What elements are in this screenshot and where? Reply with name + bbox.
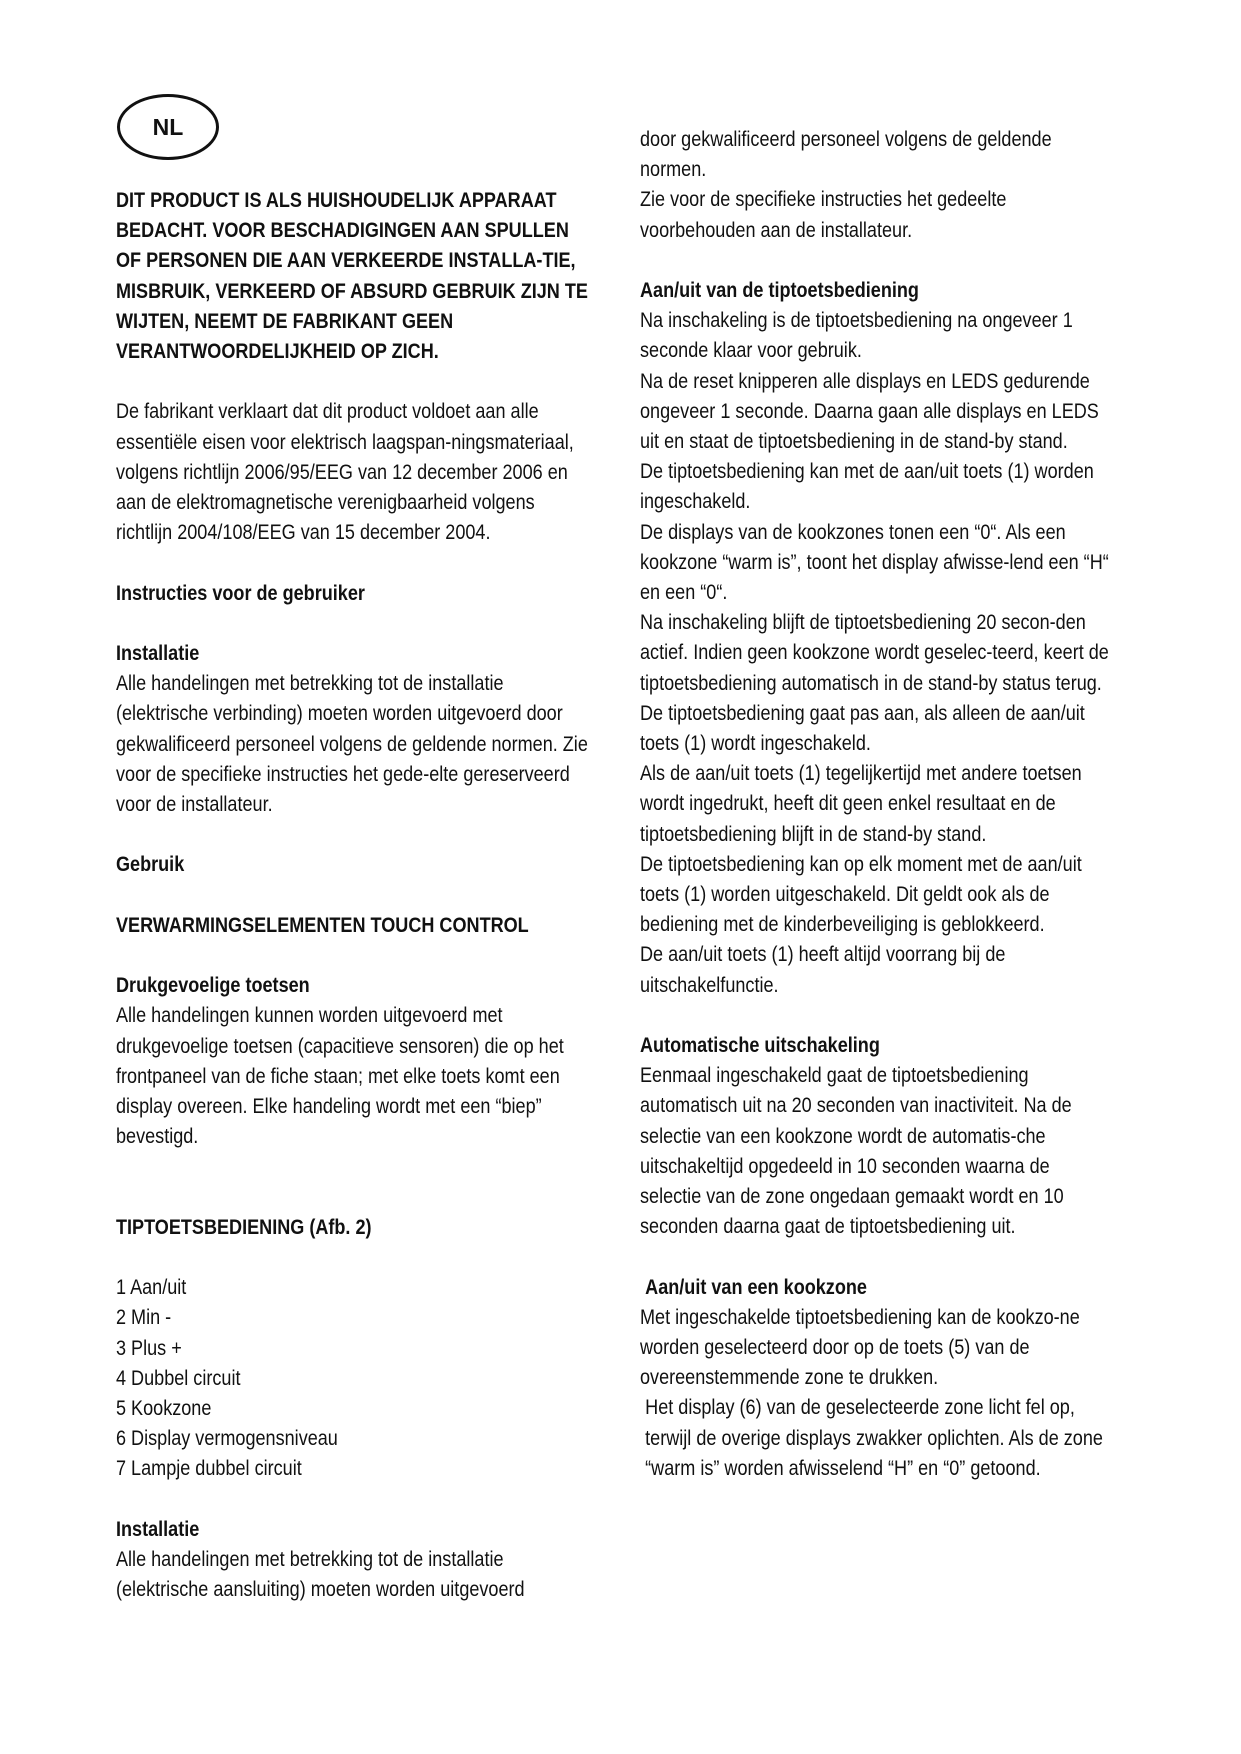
installation-text-2: Alle handelingen met betrekking tot de installatie (elektrische aansluiting) moeten worden uitgevoerd [116, 1548, 525, 1602]
control-panel-heading: TIPTOETSBEDIENING (Afb. 2) [116, 1215, 372, 1239]
onoff-paragraph: De tiptoetsbediening kan op elk moment met de aan/uit toets (1) worden uitgeschakeld. Dit geldt ook als de bediening met de kinderbeveiliging is geblokkeerd. [640, 852, 1082, 937]
left-column [116, 186, 591, 1605]
onoff-paragraph: Na inschakeling blijft de tiptoetsbediening 20 secon-den actief. Indien geen kookzone wordt geselec-teerd, keert de tiptoetsbediening automatisch in de stand-by status terug. [640, 611, 1109, 695]
list-item: 7 Lampje dubbel circuit [116, 1457, 302, 1481]
use-heading: Gebruik [116, 853, 185, 877]
auto-off-text: Eenmaal ingeschakeld gaat de tiptoetsbediening automatisch uit na 20 seconden van inactiviteit. Na de selectie van een kookzone wordt de automatis-che uitschakeltijd opgedeeld in 10 seconden waarna de selectie van de zone ongedaan gemaakt wordt en 10 seconden daarna gaat de tiptoetsbediening uit. [640, 1064, 1072, 1239]
right-column [640, 125, 1111, 1484]
auto-off-heading: Automatische uitschakeling [640, 1034, 880, 1058]
onoff-paragraph: Na de reset knipperen alle displays en LEDS gedurende ongeveer 1 seconde. Daarna gaan alle displays en LEDS uit en staat de tiptoetsbediening in de stand-by stand. [640, 369, 1099, 454]
onoff-paragraph: Na inschakeling is de tiptoetsbediening na ongeveer 1 seconde klaar voor gebruik. [640, 309, 1073, 363]
list-item: 6 Display vermogensniveau [116, 1427, 338, 1451]
cooking-zone-text: Met ingeschakelde tiptoetsbediening kan de kookzo-ne worden geselecteerd door op de toets (5) van de overeenstemmende zone te drukken. [640, 1305, 1080, 1390]
list-item: 5 Kookzone [116, 1397, 212, 1420]
installation-continuation: door gekwalificeerd personeel volgens de geldende normen. [640, 128, 1052, 182]
touch-keys-heading: Drukgevoelige toetsen [116, 974, 310, 998]
installation-heading: Installatie [116, 642, 200, 665]
list-item: 2 Min - [116, 1306, 172, 1330]
user-instructions-heading: Instructies voor de gebruiker [116, 581, 365, 605]
onoff-paragraph: De displays van de kookzones tonen een “0“. Als een kookzone “warm is”, toont het display afwisse-lend een “H“ en een “0“. [640, 520, 1109, 605]
onoff-paragraph: De tiptoetsbediening kan met de aan/uit toets (1) worden ingeschakeld. [640, 460, 1094, 514]
installation-text: Alle handelingen met betrekking tot de installatie (elektrische verbinding) moeten worden uitgevoerd door gekwalificeerd personeel volgens de geldende normen. Zie voor de specifieke instructies het gede-elte gereserveerd voor de installateur. [116, 672, 588, 817]
control-legend-list [116, 1273, 591, 1484]
onoff-control-heading: Aan/uit van de tiptoetsbediening [640, 279, 919, 302]
installer-note: Zie voor de specifieke instructies het gedeelte voorbehouden aan de installateur. [640, 188, 1007, 242]
language-badge [117, 94, 219, 160]
safety-warning: DIT PRODUCT IS ALS HUISHOUDELIJK APPARAAT BEDACHT. VOOR BESCHADIGINGEN AAN SPULLEN OF PERSONEN DIE AAN VERKEERDE INSTALLA-TIE, MISBRUIK, VERKEERD OF ABSURD GEBRUIK ZIJN TE WIJTEN, NEEMT DE FABRIKANT GEEN VERANTWOORDELIJKHEID OP ZICH. [116, 189, 588, 364]
list-item: 3 Plus + [116, 1336, 182, 1360]
touch-keys-text: Alle handelingen kunnen worden uitgevoerd met drukgevoelige toetsen (capacitieve sensoren) die op het frontpaneel van de fiche staan; met elke toets komt een display overeen. Elke handeling wordt met een “biep” bevestigd. [116, 1004, 564, 1149]
cooking-zone-heading: Aan/uit van een kookzone [645, 1275, 867, 1299]
onoff-paragraph: Als de aan/uit toets (1) tegelijkertijd met andere toetsen wordt ingedrukt, heeft dit geen enkel resultaat en de tiptoetsbediening blijft in de stand-by stand. [640, 762, 1082, 846]
list-item: 1 Aan/uit [116, 1276, 187, 1300]
onoff-paragraph: De tiptoetsbediening gaat pas aan, als alleen de aan/uit toets (1) wordt ingeschakeld. [640, 701, 1085, 756]
onoff-paragraph: De aan/uit toets (1) heeft altijd voorrang bij de uitschakelfunctie. [640, 943, 1006, 997]
list-item: 4 Dubbel circuit [116, 1366, 241, 1390]
language-badge-label: NL [152, 113, 184, 140]
conformity-declaration: De fabrikant verklaart dat dit product voldoet aan alle essentiële eisen voor elektrisch laagspan-ningsmateriaal, volgens richtlijn 2006/95/EEG van 12 december 2006 en aan de elektromagnetische verenigbaarheid volgens richtlijn 2004/108/EEG van 15 december 2004. [116, 400, 574, 545]
installation-heading-2: Installatie [116, 1517, 200, 1541]
cooking-zone-display-text: Het display (6) van de geselecteerde zone licht fel op, terwijl de overige displays zwakker oplichten. Als de zone “warm is” worden afwisselend “H” en “0” getoond. [645, 1396, 1103, 1480]
heating-elements-heading: VERWARMINGSELEMENTEN TOUCH CONTROL [116, 913, 529, 937]
